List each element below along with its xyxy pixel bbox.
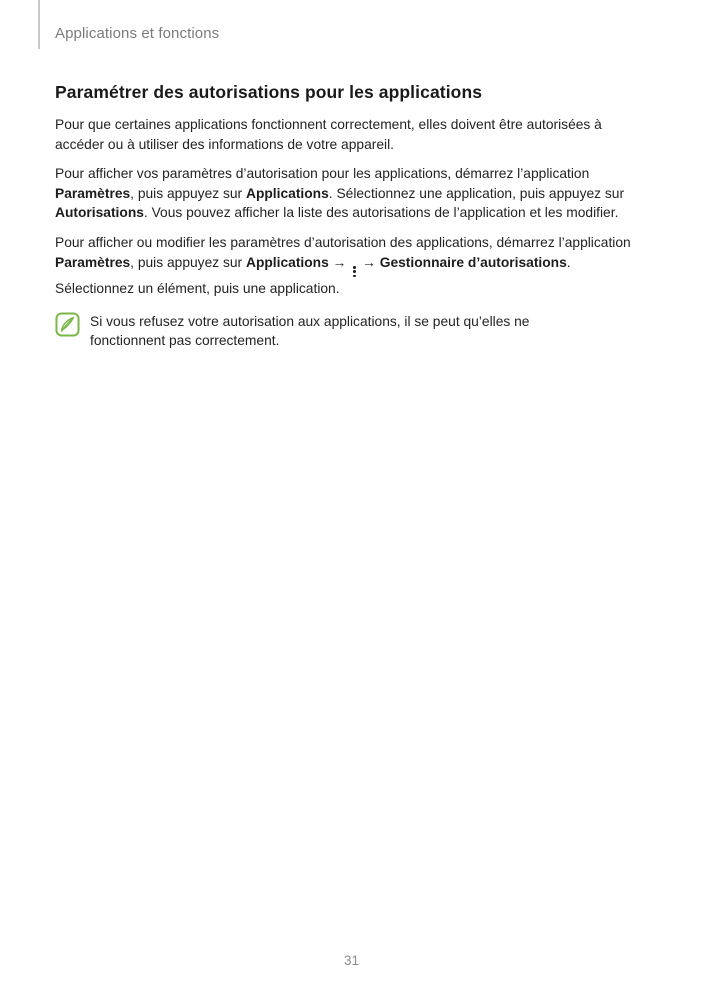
running-header: Applications et fonctions [55,25,220,42]
applications-menu-label: Applications [245,185,329,201]
note-text: Si vous refusez votre autorisation aux applications, il se peut qu’elles ne fonctionnent pas correctement. [90,313,530,349]
arrow-separator: → [328,254,351,270]
text-run: . Sélectionnez une application, puis appuyez sur [328,185,625,201]
text-run: Pour afficher vos paramètres d’autorisation pour les applications, démarrez l’application [55,166,590,182]
settings-app-label: Paramètres [55,185,131,201]
settings-app-label: Paramètres [55,254,131,270]
note-box [55,311,651,351]
paragraph-permissions-intro [55,115,651,154]
page-number: 31 [343,953,360,968]
text-run: Pour que certaines applications fonctionnent correctement, elles doivent être autorisées à accéder ou à utiliser des informations de votre appareil. [55,117,602,152]
paragraph-permission-manager [55,233,651,298]
text-run: , puis appuyez sur [130,185,246,201]
paragraph-view-permissions [55,164,651,223]
permission-manager-menu-label: Gestionnaire d’autorisations [379,254,567,270]
note-pencil-icon [55,312,80,337]
page-content [55,82,651,351]
applications-menu-label: Applications [245,254,329,270]
arrow-separator: → [358,254,380,270]
text-run: . Vous pouvez afficher la liste des autorisations de l’application et les modifier. [143,205,619,221]
text-run: . Sélectionnez un élément, puis une application. [55,254,571,296]
section-title: Paramétrer des autorisations pour les applications [55,82,483,102]
header-divider [38,0,40,49]
text-run: Pour afficher ou modifier les paramètres d’autorisation des applications, démarrez l’application [55,234,631,250]
authorisations-menu-label: Autorisations [55,205,144,221]
text-run: , puis appuyez sur [130,254,246,270]
more-options-icon [351,265,357,279]
